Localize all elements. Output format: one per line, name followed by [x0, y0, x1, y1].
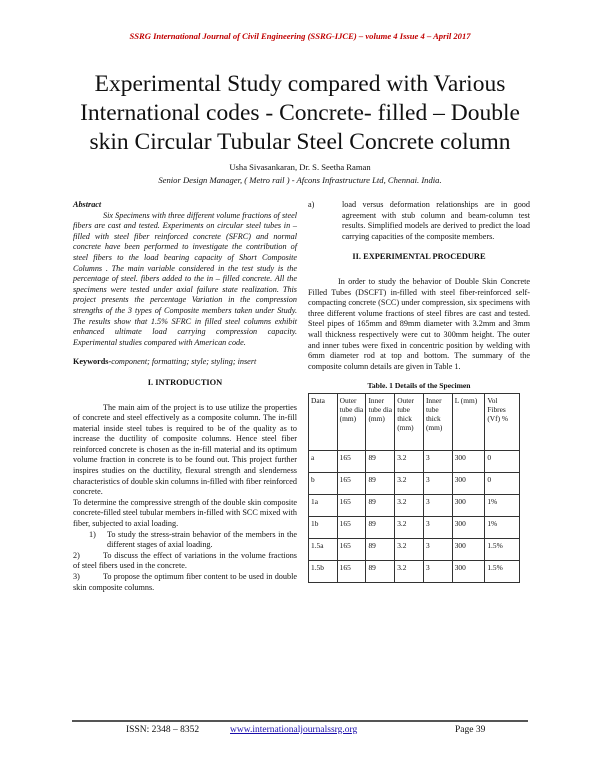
- table-cell: 89: [366, 494, 395, 516]
- table-cell: 3: [423, 516, 452, 538]
- table-cell: 89: [366, 516, 395, 538]
- table-row: [309, 494, 520, 516]
- keywords: [73, 357, 297, 368]
- table-cell: 3.2: [395, 472, 424, 494]
- intro-heading: I. INTRODUCTION: [147, 377, 223, 387]
- table-header-cell: Outer tube thick (mm): [395, 393, 424, 450]
- table-cell: a: [309, 450, 338, 472]
- table-header-cell: Vol Fibres (Vf) %: [485, 393, 520, 450]
- affiliation: Senior Design Manager, ( Metro rail ) - Afcons Infrastructure Ltd, Chennai. India.: [158, 175, 442, 185]
- table-cell: 1b: [309, 516, 338, 538]
- list-item-number: 1): [89, 529, 96, 539]
- table-cell: 165: [337, 516, 366, 538]
- abstract-text: Six Specimens with three different volume fractions of steel fibers are cast and tested. Experiments on circular steel tubes in – filled with steel fiber reinforced concrete (SFRC) and normal concrete have been performed to investigate the contribution of steel fibers to the load bearing capacity of Short Composite Columns . The main variable considered in the test study is the percentage of steel. fibers added to the in – filled concrete. All the specimens were tested under axial failure state realization. This project presents the percentage Variation in the compression strengths of the 3 types of Composite members taken under Study. The results show that 1.5% SFRC in filled steel columns exhibit enhanced ultimate load carrying compression capacity. Experimental studies compared with American code.: [73, 210, 297, 347]
- table-row: [309, 472, 520, 494]
- table-row: [309, 516, 520, 538]
- table-caption: Table. 1 Details of the Specimen: [367, 381, 471, 391]
- list-item-text: To discuss the effect of variations in the volume fractions of steel fibers used in the concrete.: [73, 550, 297, 571]
- table-cell: 3.2: [395, 516, 424, 538]
- table-cell: 300: [452, 538, 485, 560]
- table-cell: 165: [337, 494, 366, 516]
- table-cell: 165: [337, 538, 366, 560]
- table-cell: 165: [337, 450, 366, 472]
- journal-header: SSRG International Journal of Civil Engineering (SSRG-IJCE) – volume 4 Issue 4 – April 2017: [129, 31, 471, 41]
- table-cell: 1.5b: [309, 560, 338, 582]
- footer-issn: ISSN: 2348 – 8352: [126, 725, 200, 735]
- table-cell: 0: [485, 450, 520, 472]
- table-cell: 3: [423, 494, 452, 516]
- table-cell: 165: [337, 560, 366, 582]
- table-cell: 300: [452, 450, 485, 472]
- table-cell: 3.2: [395, 560, 424, 582]
- authors: Usha Sivasankaran, Dr. S. Seetha Raman: [229, 162, 371, 172]
- list-item-text: To study the stress-strain behavior of the members in the different stages of axial loading.: [107, 529, 297, 550]
- table-cell: 300: [452, 494, 485, 516]
- table-header-cell: Data: [309, 393, 338, 450]
- list-item-text: To propose the optimum fiber content to be used in double skin composite columns.: [73, 572, 297, 592]
- list-item: [308, 200, 530, 242]
- list-item-number: 3): [73, 572, 80, 581]
- table-cell: 3.2: [395, 538, 424, 560]
- abstract-label: Abstract: [73, 200, 102, 209]
- table-cell: 300: [452, 560, 485, 582]
- intro-paragraph: The main aim of the project is to use utilize the properties of concrete and steel effectively as a composite column. The in-fill material inside steel tubes is required to be of the quality as to increase the ductility of composite columns. Hence steel fiber reinforced concrete is chosen as the in-fill material and its optimum volume fraction in concrete is to be found out. This project further inspires studies on the ductility, flexural strength and slenderness characteristics of double skin columns in-filled with fiber reinforced concrete.: [73, 402, 297, 497]
- table-header-cell: Outer tube dia (mm): [337, 393, 366, 450]
- table-header-cell: Inner tube thick (mm): [423, 393, 452, 450]
- specimen-table: [308, 393, 520, 583]
- experimental-paragraph: In order to study the behavior of Double Skin Concrete Filled Tubes (DSCFT) in-filled with steel fiber-reinforced self-compacting concrete (SCC) under compression, six specimens with three different volume fractions of steel fibres are cast and tested. Steel pipes of 165mm and 89mm diameter with 3.2mm and 3mm wall thickness respectively were cut to 300mm height. The outer and inner tubes were fixed in concentric position by welding with 6mm diameter rod at top and bottom. The summary of the composite column details are given in Table 1.: [308, 276, 530, 371]
- experimental-heading: II. EXPERIMENTAL PROCEDURE: [352, 252, 486, 262]
- list-item-number: 2): [73, 550, 80, 560]
- keywords-text: component; formatting; style; styling; insert: [111, 357, 257, 367]
- table-row: [309, 538, 520, 560]
- table-cell: 300: [452, 472, 485, 494]
- table-cell: 1.5%: [485, 538, 520, 560]
- paper-title: Experimental Study compared with Various International codes - Concrete- filled – Double skin Circular Tubular Steel Concrete column: [80, 71, 520, 155]
- table-cell: 0: [485, 472, 520, 494]
- table-cell: 1%: [485, 494, 520, 516]
- list-item: [73, 551, 297, 572]
- left-column: [73, 200, 297, 593]
- table-cell: 89: [366, 560, 395, 582]
- table-cell: 3.2: [395, 494, 424, 516]
- table-cell: 3: [423, 472, 452, 494]
- table-cell: 300: [452, 516, 485, 538]
- table-header-cell: Inner tube dia (mm): [366, 393, 395, 450]
- table-cell: 165: [337, 472, 366, 494]
- table-cell: 1.5a: [309, 538, 338, 560]
- table-cell: 1a: [309, 494, 338, 516]
- list-item-text: load versus deformation relationships are in good agreement with stub column and beam-column test results. Simplified models are derived to predict the load carrying capacities of the composite members.: [342, 200, 530, 241]
- right-column: [308, 200, 530, 583]
- table-cell: 3.2: [395, 450, 424, 472]
- table-header-row: [309, 393, 520, 450]
- footer-divider: [72, 720, 528, 722]
- footer-url-link[interactable]: www.internationaljournalssrg.org: [230, 725, 358, 735]
- table-cell: 3: [423, 538, 452, 560]
- table-body: [309, 450, 520, 582]
- keywords-label: Keywords-: [73, 357, 112, 367]
- table-header-cell: L (mm): [452, 393, 485, 450]
- table-row: [309, 450, 520, 472]
- table-cell: 89: [366, 450, 395, 472]
- table-cell: 89: [366, 472, 395, 494]
- table-cell: 89: [366, 538, 395, 560]
- table-cell: 3: [423, 450, 452, 472]
- table-cell: b: [309, 472, 338, 494]
- table-cell: 3: [423, 560, 452, 582]
- footer-page-number: Page 39: [455, 725, 486, 735]
- list-item: [73, 530, 297, 551]
- table-cell: 1%: [485, 516, 520, 538]
- intro-paragraph-2: To determine the compressive strength of the double skin composite concrete-filled steel tubular members in-filled with SCC mixed with fiber, subjected to axial loading.: [73, 497, 297, 529]
- list-item-number: a): [308, 200, 315, 209]
- table-cell: 1.5%: [485, 560, 520, 582]
- list-item: [73, 572, 297, 593]
- table-row: [309, 560, 520, 582]
